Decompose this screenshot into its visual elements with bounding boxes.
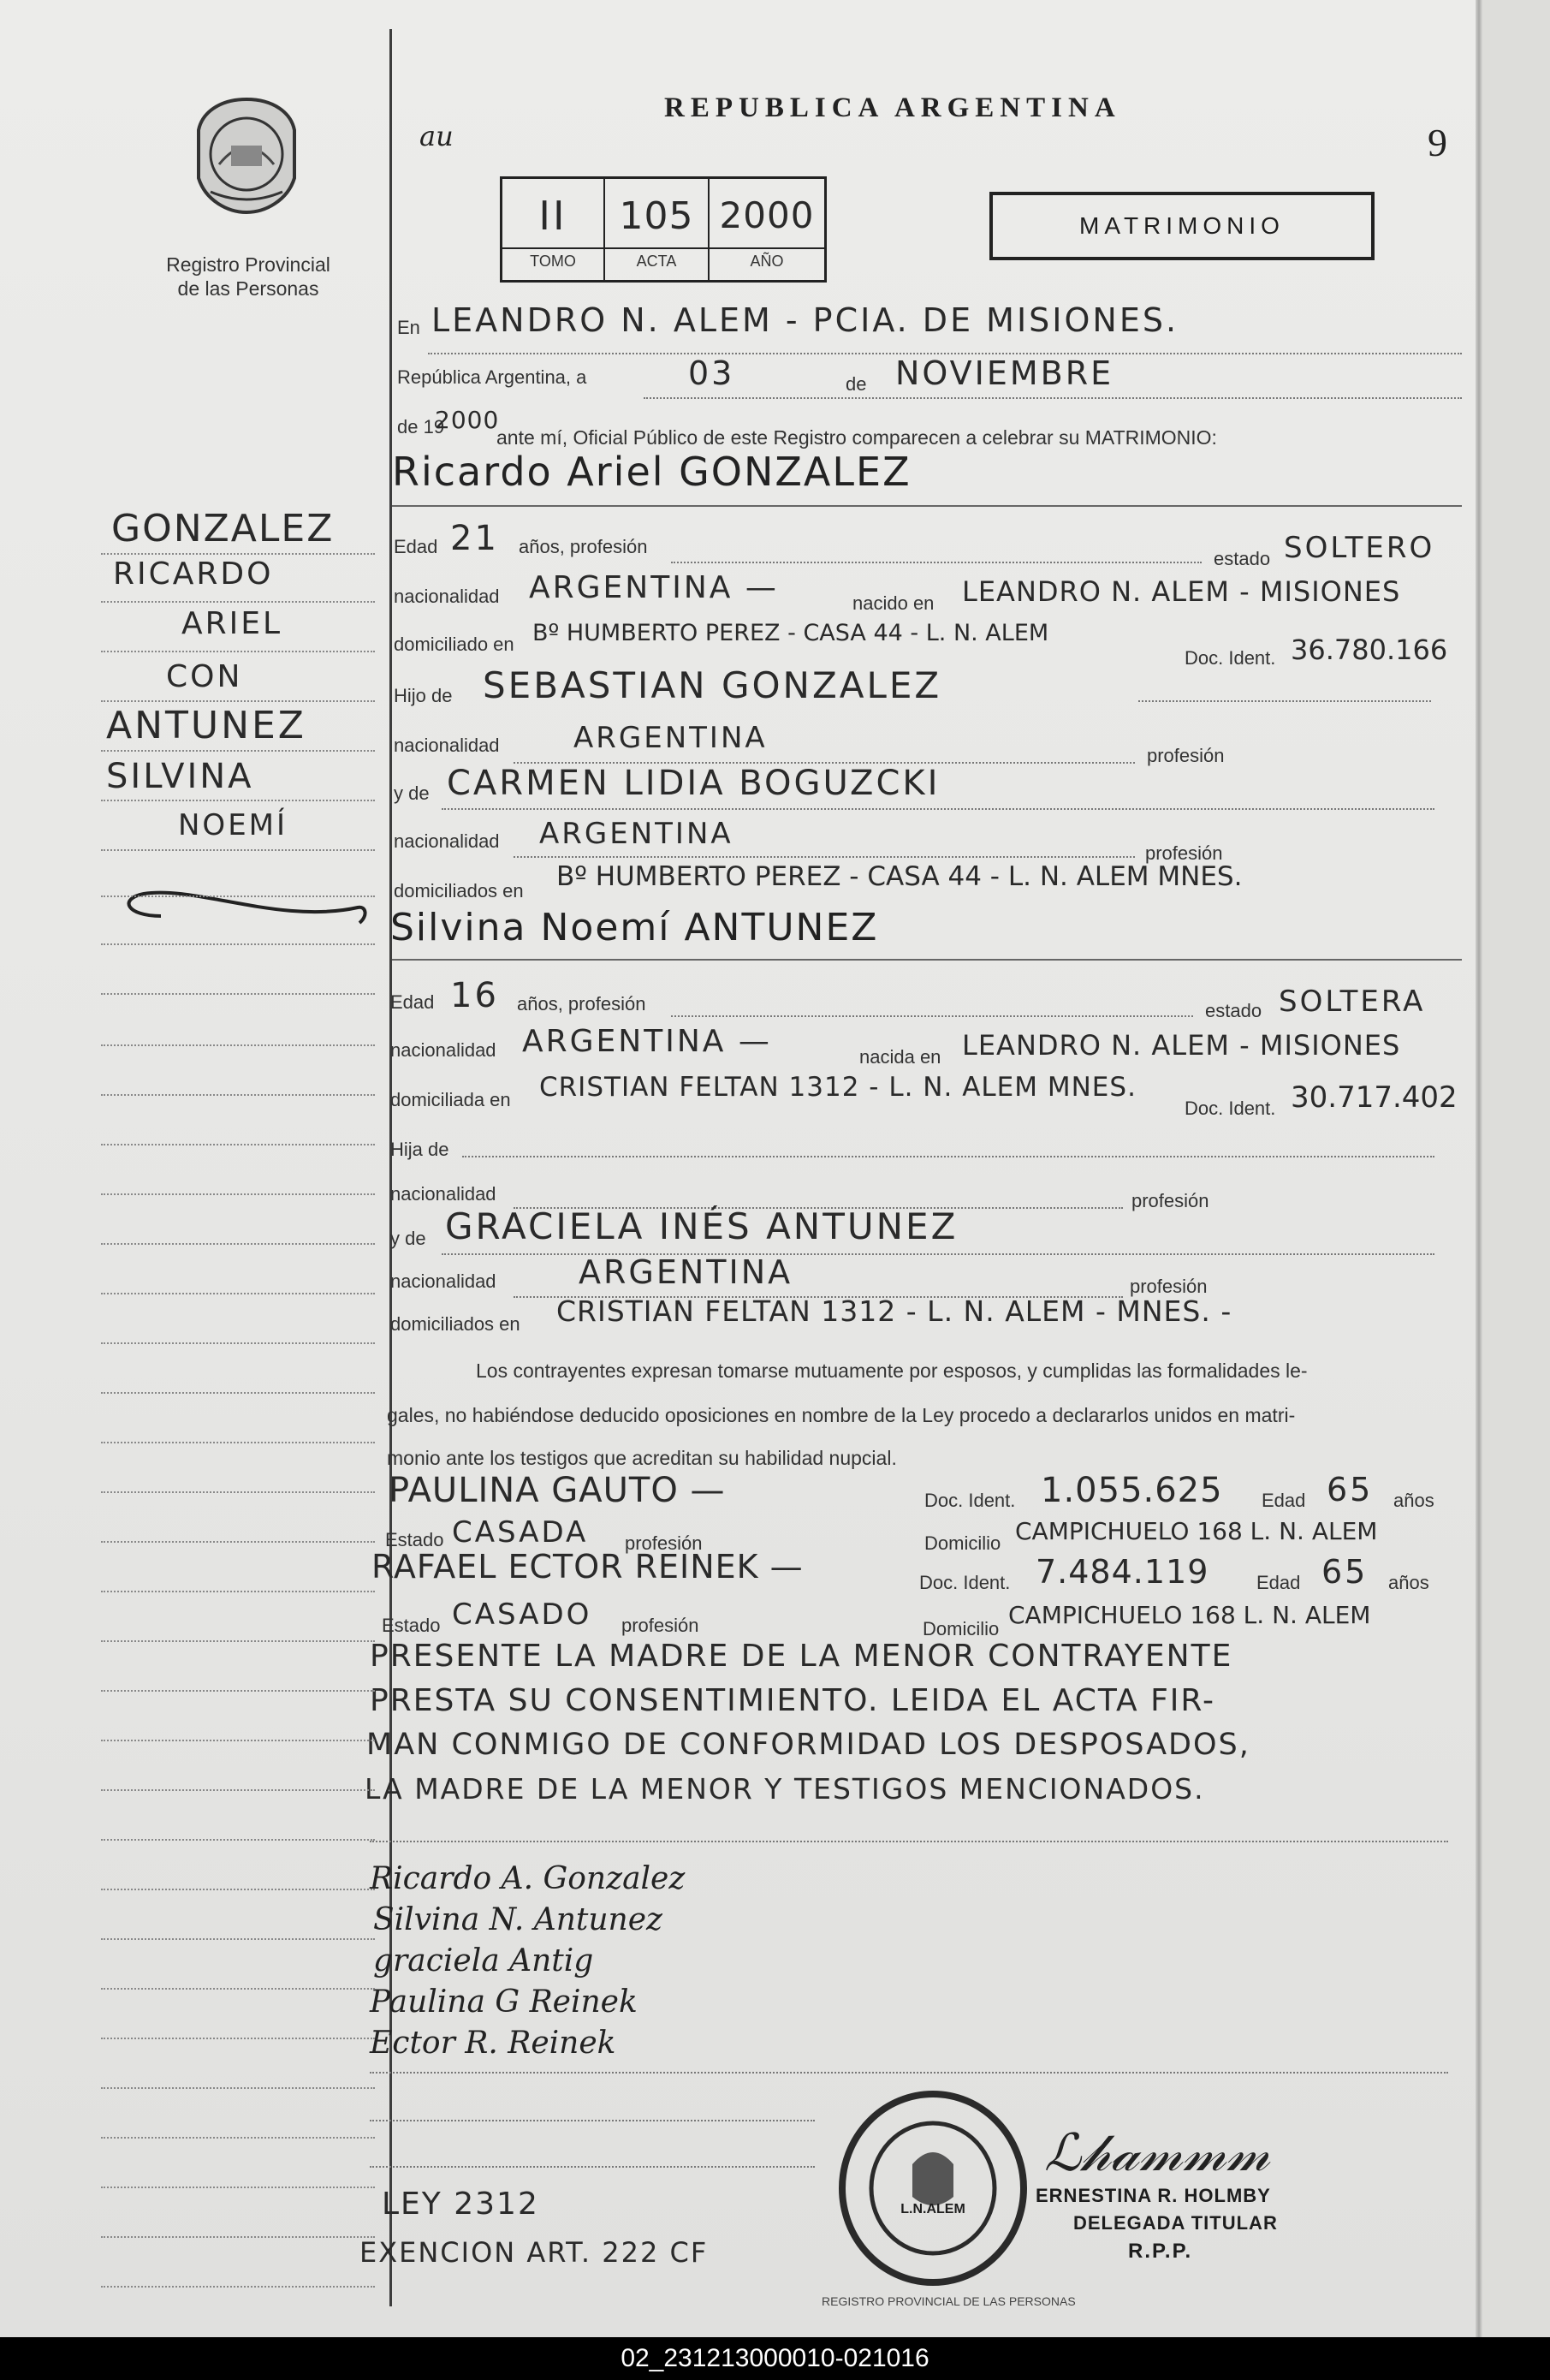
groom-mother: CARMEN LIDIA BOGUZCKI — [447, 764, 941, 803]
ruled-line — [370, 2166, 815, 2168]
de-label: de — [846, 373, 867, 395]
bride-estado: SOLTERA — [1279, 985, 1426, 1019]
scan-id-footer: 02_231213000010-021016 — [0, 2337, 1550, 2380]
bride-age: 16 — [450, 976, 499, 1015]
groom-yde-label: y de — [394, 782, 430, 804]
bride-estado-label: estado — [1205, 1000, 1262, 1021]
witness1-dom-label: Domicilio — [924, 1532, 1001, 1554]
margin-groom-surname: GONZALEZ — [111, 507, 335, 550]
groom-father-prof-label: profesión — [1147, 745, 1225, 766]
acta-label: ACTA — [636, 253, 677, 270]
note-line2: PRESTA SU CONSENTIMIENTO. LEIDA EL ACTA FIR- — [370, 1683, 1215, 1718]
witness2-doc-label: Doc. Ident. — [919, 1572, 1011, 1593]
ceremony-month: NOVIEMBRE — [895, 354, 1114, 392]
declaration-line2: gales, no habiéndose deducido oposiciones en nombre de la Ley procedo a declararlos unidos en matri- — [387, 1404, 1296, 1426]
margin-bride-middle: NOEMÍ — [178, 808, 288, 842]
signature-witness2: Ector R. Reinek — [370, 2026, 616, 2061]
ceremony-year: 2000 — [435, 406, 500, 434]
official-role: DELEGADA TITULAR — [1073, 2212, 1278, 2234]
record-type-box — [989, 192, 1375, 260]
witness2-doc: 7.484.119 — [1036, 1553, 1209, 1591]
groom-nacido-label: nacido en — [852, 592, 935, 614]
signature-groom: Ricardo A. Gonzalez — [370, 1861, 686, 1896]
ceremony-place: LEANDRO N. ALEM - PCIA. DE MISIONES. — [431, 301, 1179, 339]
note-line4: LA MADRE DE LA MENOR Y TESTIGOS MENCIONADOS. — [365, 1772, 1205, 1806]
bride-father-prof-label: profesión — [1131, 1190, 1209, 1211]
dotted-line — [442, 808, 1434, 810]
witness2-anios-label: años — [1388, 1572, 1429, 1593]
page-edge — [1476, 0, 1482, 2337]
witness1-doc: 1.055.625 — [1041, 1471, 1223, 1510]
witness2-estado: CASADO — [452, 1598, 592, 1632]
witness2-dom-label: Domicilio — [923, 1618, 1000, 1639]
ceremony-day: 03 — [688, 354, 735, 392]
groom-nacionalidad: ARGENTINA — — [529, 570, 779, 605]
witness1-profesion-label: profesión — [625, 1532, 703, 1554]
witness1-anios-label: años — [1393, 1490, 1434, 1511]
registry-name-line1: Registro Provincial — [166, 253, 330, 276]
tomo-value: II — [538, 193, 567, 239]
registry-name-line2: de las Personas — [177, 277, 319, 300]
official-stamp-icon — [835, 2089, 1030, 2288]
signature-mother: graciela Antig — [373, 1943, 594, 1978]
groom-address: Bº HUMBERTO PEREZ - CASA 44 - L. N. ALEM — [532, 620, 1049, 646]
dotted-line — [1138, 700, 1431, 702]
witness1-name: PAULINA GAUTO — — [389, 1471, 726, 1510]
record-type: MATRIMONIO — [1079, 212, 1285, 239]
bride-mother: GRACIELA INÉS ANTUNEZ — [445, 1205, 959, 1247]
official-name: ERNESTINA R. HOLMBY — [1036, 2185, 1271, 2206]
witness2-age: 65 — [1321, 1553, 1369, 1591]
law-line2: EXENCION ART. 222 CF — [359, 2236, 709, 2269]
groom-father-nac-label: nacionalidad — [394, 735, 500, 756]
margin-con: CON — [166, 659, 243, 694]
margin-bride-name: SILVINA — [106, 757, 254, 796]
acta-value: 105 — [619, 194, 694, 238]
groom-dom-label: domiciliado en — [394, 634, 514, 655]
groom-mother-prof-label: profesión — [1145, 842, 1223, 864]
margin-bride-surname: ANTUNEZ — [106, 704, 306, 747]
bride-nacida-label: nacida en — [859, 1046, 941, 1068]
divider-line — [392, 959, 1462, 961]
divider-line — [392, 505, 1462, 507]
intro-statement: ante mí, Oficial Público de este Registro comparecen a celebrar su MATRIMONIO: — [496, 426, 1217, 449]
dotted-line — [462, 1156, 1434, 1157]
groom-birthplace: LEANDRO N. ALEM - MISIONES — [962, 575, 1401, 608]
page-edge-strip — [1482, 0, 1550, 2337]
groom-doc: 36.780.166 — [1291, 634, 1448, 666]
declaration-line3: monio ante los testigos que acreditan su habilidad nupcial. — [387, 1447, 897, 1469]
bride-hija-label: Hija de — [390, 1139, 449, 1160]
groom-parents-address: Bº HUMBERTO PEREZ - CASA 44 - L. N. ALEM MNES. — [556, 861, 1243, 892]
bride-full-name: Silvina Noemí ANTUNEZ — [390, 906, 879, 949]
bride-dom-label: domiciliada en — [390, 1089, 511, 1110]
bride-father-nac-label: nacionalidad — [390, 1183, 496, 1205]
bride-nacionalidad: ARGENTINA — — [522, 1024, 772, 1059]
witness2-edad-label: Edad — [1256, 1572, 1301, 1593]
official-org: R.P.P. — [1128, 2240, 1193, 2263]
witness2-estado-label: Estado — [382, 1615, 441, 1636]
dotted-line — [644, 397, 1462, 399]
groom-mother-nac-label: nacionalidad — [394, 830, 500, 852]
witness2-profesion-label: profesión — [621, 1615, 699, 1636]
tomo-label: TOMO — [530, 253, 576, 270]
dotted-line — [671, 562, 1202, 563]
groom-estado-label: estado — [1214, 548, 1271, 569]
witness1-estado-label: Estado — [385, 1529, 444, 1550]
declaration-line1: Los contrayentes expresan tomarse mutuamente por esposos, y cumplidas las formalidades le- — [476, 1360, 1308, 1382]
bride-doc-label: Doc. Ident. — [1185, 1098, 1276, 1119]
province-seal-icon — [193, 96, 300, 216]
groom-parents-dom-label: domiciliados en — [394, 880, 524, 901]
margin-flourish-icon — [110, 882, 375, 942]
witness1-estado: CASADA — [452, 1515, 589, 1550]
handwritten-mark: au — [419, 120, 454, 152]
margin-groom-middle: ARIEL — [181, 606, 283, 641]
signature-bride: Silvina N. Antunez — [373, 1902, 663, 1937]
witness1-edad-label: Edad — [1262, 1490, 1306, 1511]
bride-address: CRISTIAN FELTAN 1312 - L. N. ALEM MNES. — [539, 1072, 1137, 1103]
stamp-center-text: L.N.ALEM — [900, 2202, 965, 2216]
groom-father: SEBASTIAN GONZALEZ — [483, 664, 942, 706]
law-line1: LEY 2312 — [382, 2187, 539, 2222]
bride-doc: 30.717.402 — [1291, 1080, 1458, 1115]
dotted-line — [671, 1015, 1193, 1017]
note-line3: MAN CONMIGO DE CONFORMIDAD LOS DESPOSADOS, — [366, 1728, 1250, 1762]
signature-witness1: Paulina G Reinek — [370, 1984, 638, 2020]
groom-mother-nac: ARGENTINA — [539, 817, 733, 851]
official-signature-icon: ℒ𝒽𝒶𝓂𝓂𝓂 — [1044, 2123, 1270, 2183]
witness1-doc-label: Doc. Ident. — [924, 1490, 1016, 1511]
bride-birthplace: LEANDRO N. ALEM - MISIONES — [962, 1029, 1401, 1062]
year-prefix: de 19 — [397, 416, 445, 437]
bride-mother-nac: ARGENTINA — [579, 1253, 793, 1291]
anio-value: 2000 — [719, 194, 815, 236]
ruled-line — [370, 2072, 1448, 2074]
groom-father-nac: ARGENTINA — [573, 721, 768, 755]
anio-label: AÑO — [750, 253, 784, 270]
witness1-domicilio: CAMPICHUELO 168 L. N. ALEM — [1015, 1517, 1378, 1545]
groom-full-name: Ricardo Ariel GONZALEZ — [392, 449, 912, 495]
witness1-age: 65 — [1327, 1471, 1374, 1508]
bride-yde-label: y de — [390, 1228, 426, 1249]
page-number: 9 — [1428, 121, 1447, 164]
bride-parents-dom-label: domiciliados en — [390, 1313, 520, 1335]
bride-mother-nac-label: nacionalidad — [390, 1270, 496, 1292]
groom-estado: SOLTERO — [1284, 531, 1435, 565]
dotted-line — [514, 856, 1135, 858]
note-line1: PRESENTE LA MADRE DE LA MENOR CONTRAYENTE — [370, 1639, 1233, 1674]
record-id-box — [500, 176, 827, 283]
bride-profesion-label: años, profesión — [517, 993, 646, 1014]
bride-mother-prof-label: profesión — [1130, 1276, 1208, 1297]
ruled-line — [370, 2120, 815, 2121]
groom-edad-label: Edad — [394, 536, 438, 557]
en-label: En — [397, 317, 420, 338]
groom-doc-label: Doc. Ident. — [1185, 647, 1276, 669]
stamp-ring-text: REGISTRO PROVINCIAL DE LAS PERSONAS — [822, 2294, 1076, 2308]
groom-age: 21 — [450, 519, 499, 558]
bride-parents-address: CRISTIAN FELTAN 1312 - L. N. ALEM - MNES. - — [556, 1294, 1232, 1328]
groom-nac-label: nacionalidad — [394, 586, 500, 607]
bride-nac-label: nacionalidad — [390, 1039, 496, 1061]
ruled-line — [370, 1841, 1448, 1842]
country-title: REPUBLICA ARGENTINA — [664, 92, 1121, 123]
bride-edad-label: Edad — [390, 991, 435, 1013]
republica-label: República Argentina, a — [397, 366, 587, 388]
groom-profesion-label: años, profesión — [519, 536, 648, 557]
witness2-domicilio: CAMPICHUELO 168 L. N. ALEM — [1008, 1601, 1371, 1629]
witness2-name: RAFAEL ECTOR REINEK — — [371, 1548, 804, 1586]
groom-hijo-label: Hijo de — [394, 685, 453, 706]
margin-groom-name: RICARDO — [113, 556, 274, 592]
